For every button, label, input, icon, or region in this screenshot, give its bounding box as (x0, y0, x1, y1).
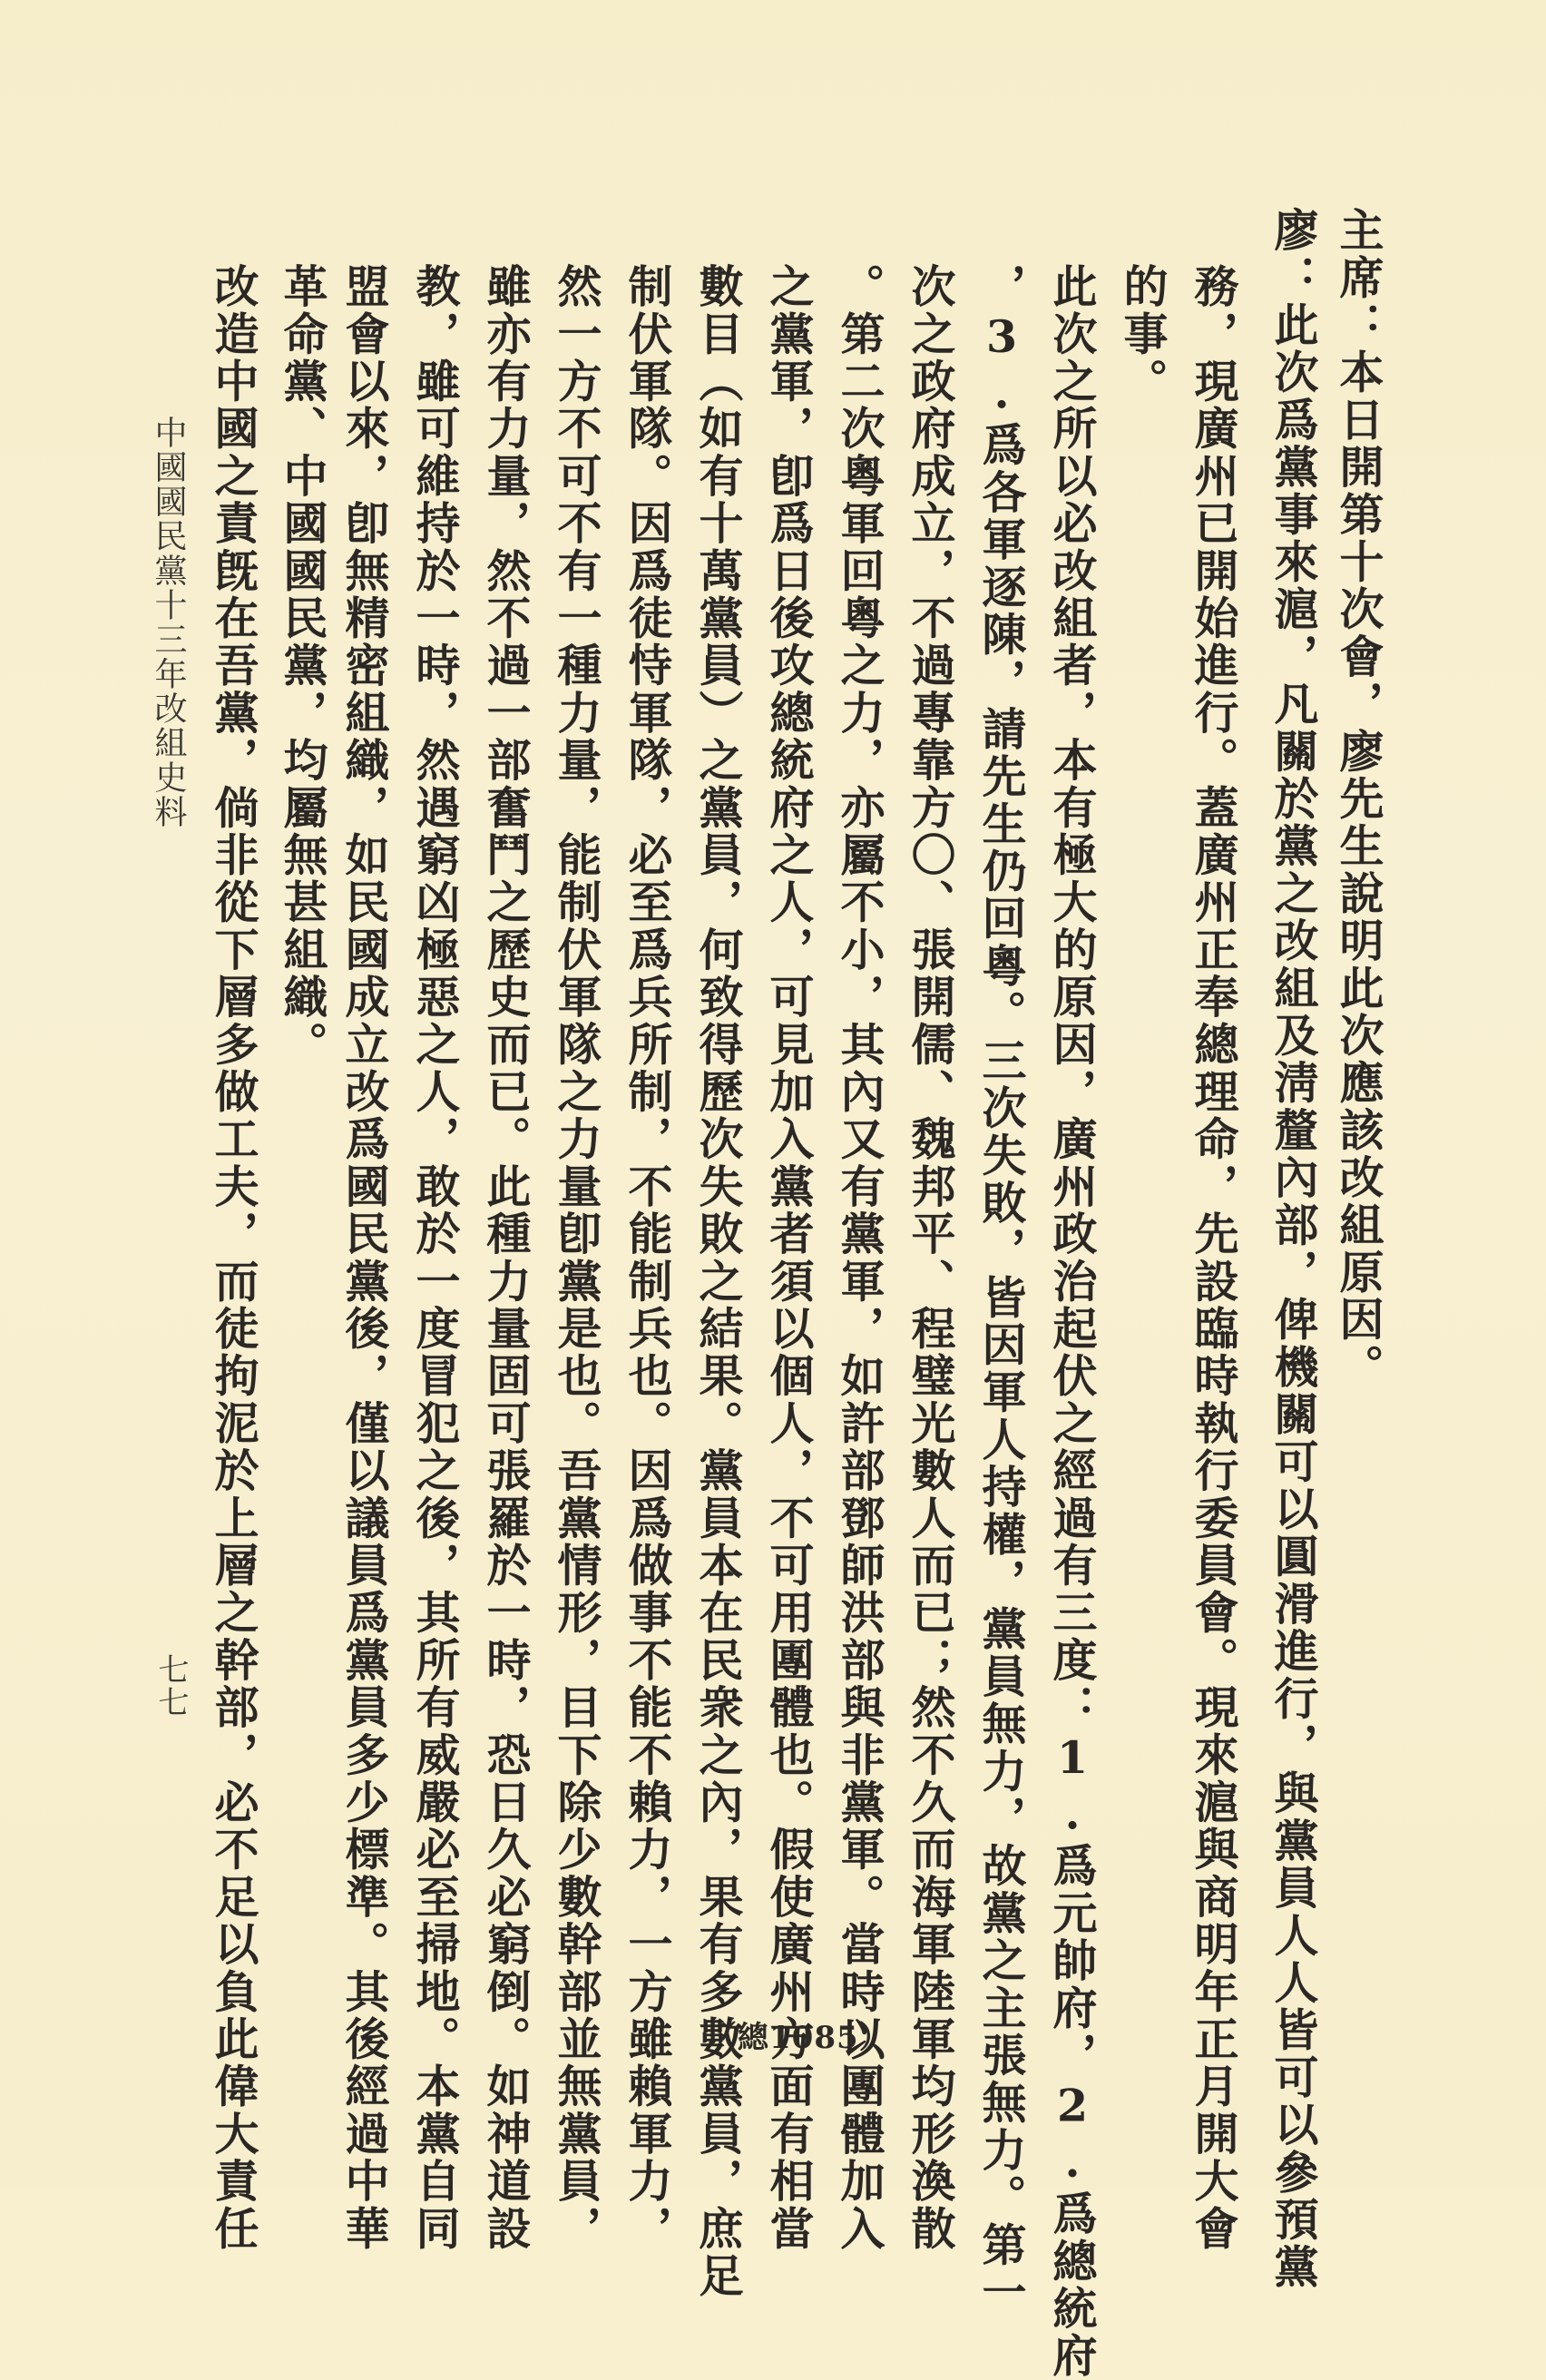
text-column-17: 改造中國之責旣在吾黨，倘非從下層多做工夫，而徒拘泥於上層之幹部，必不足以負此偉大責任 (208, 263, 260, 2253)
text-column-7: 次之政府成立，不過專靠方〇、張開儒、魏邦平、程璧光數人而已；然不久而海軍陸軍均形渙散 (905, 263, 957, 2253)
text-column-10: 數目（如有十萬黨員）之黨員，何致得歷次失敗之結果。黨員本在民衆之內，果有多數黨員，庶足 (692, 263, 745, 2300)
text-column-6: ，3.爲各軍逐陳，請先生仍回粵。三次失敗，皆因軍人持權，黨員無力，故黨之主張無力。第一 (975, 263, 1028, 2316)
text-column-8: 。第二次粵軍回粵之力，亦屬不小，其內又有黨軍，如許部鄧師洪部與非黨軍。當時以團體加入 (834, 263, 886, 2253)
book-title: 中國國民黨十三年改組史料 (150, 416, 187, 829)
text-column-5: 此次之所以必改組者，本有極大的原因，廣州政治起伏之經過有三度：1.爲元帥府，2.爲總統府 (1046, 263, 1099, 2380)
text-column-16: 革命黨、中國國民黨，均屬無甚組織。 (277, 263, 329, 1069)
text-column-4: 的事。 (1117, 263, 1169, 406)
text-column-11: 制伏軍隊。因爲徒恃軍隊，必至爲兵所制，不能制兵也。因爲做事不能不賴力，一方雖賴軍力， (621, 263, 674, 2253)
page-number: 七七 (152, 1653, 189, 1719)
text-column-1: 主席：本日開第十次會，廖先生說明此次應該改組原因。 (1333, 207, 1385, 1391)
total-page-number: （總1085） (706, 2020, 891, 2056)
text-column-15: 盟會以來，卽無精密組織，如民國成立改爲國民黨後，僅以議員爲黨員多少標準。其後經過中華 (338, 263, 391, 2253)
text-column-14: 教，雖可維持於一時，然遇窮凶極惡之人，敢於一度冒犯之後，其所有威嚴必至掃地。本黨自同 (409, 263, 462, 2253)
text-column-9: 之黨軍，卽爲日後攻總統府之人，可見加入黨者須以個人，不可用團體也。假使廣州方面有相當 (763, 263, 816, 2253)
text-column-2: 廖：此次爲黨事來滬，凡關於黨之改組及淸釐內部，俾機關可以圓滑進行，與黨員人人皆可以參預黨 (1267, 207, 1320, 2291)
text-column-13: 雖亦有力量，然不過一部奮鬥之歷史而已。此種力量固可張羅於一時，恐日久必窮倒。如神道設 (480, 263, 533, 2253)
text-column-3: 務，現廣州已開始進行。蓋廣州正奉總理命，先設臨時執行委員會。現來滬與商明年正月開大會 (1188, 263, 1240, 2253)
text-column-12: 然一方不可不有一種力量，能制伏軍隊之力量卽黨是也。吾黨情形，目下除少數幹部並無黨員， (551, 263, 603, 2253)
